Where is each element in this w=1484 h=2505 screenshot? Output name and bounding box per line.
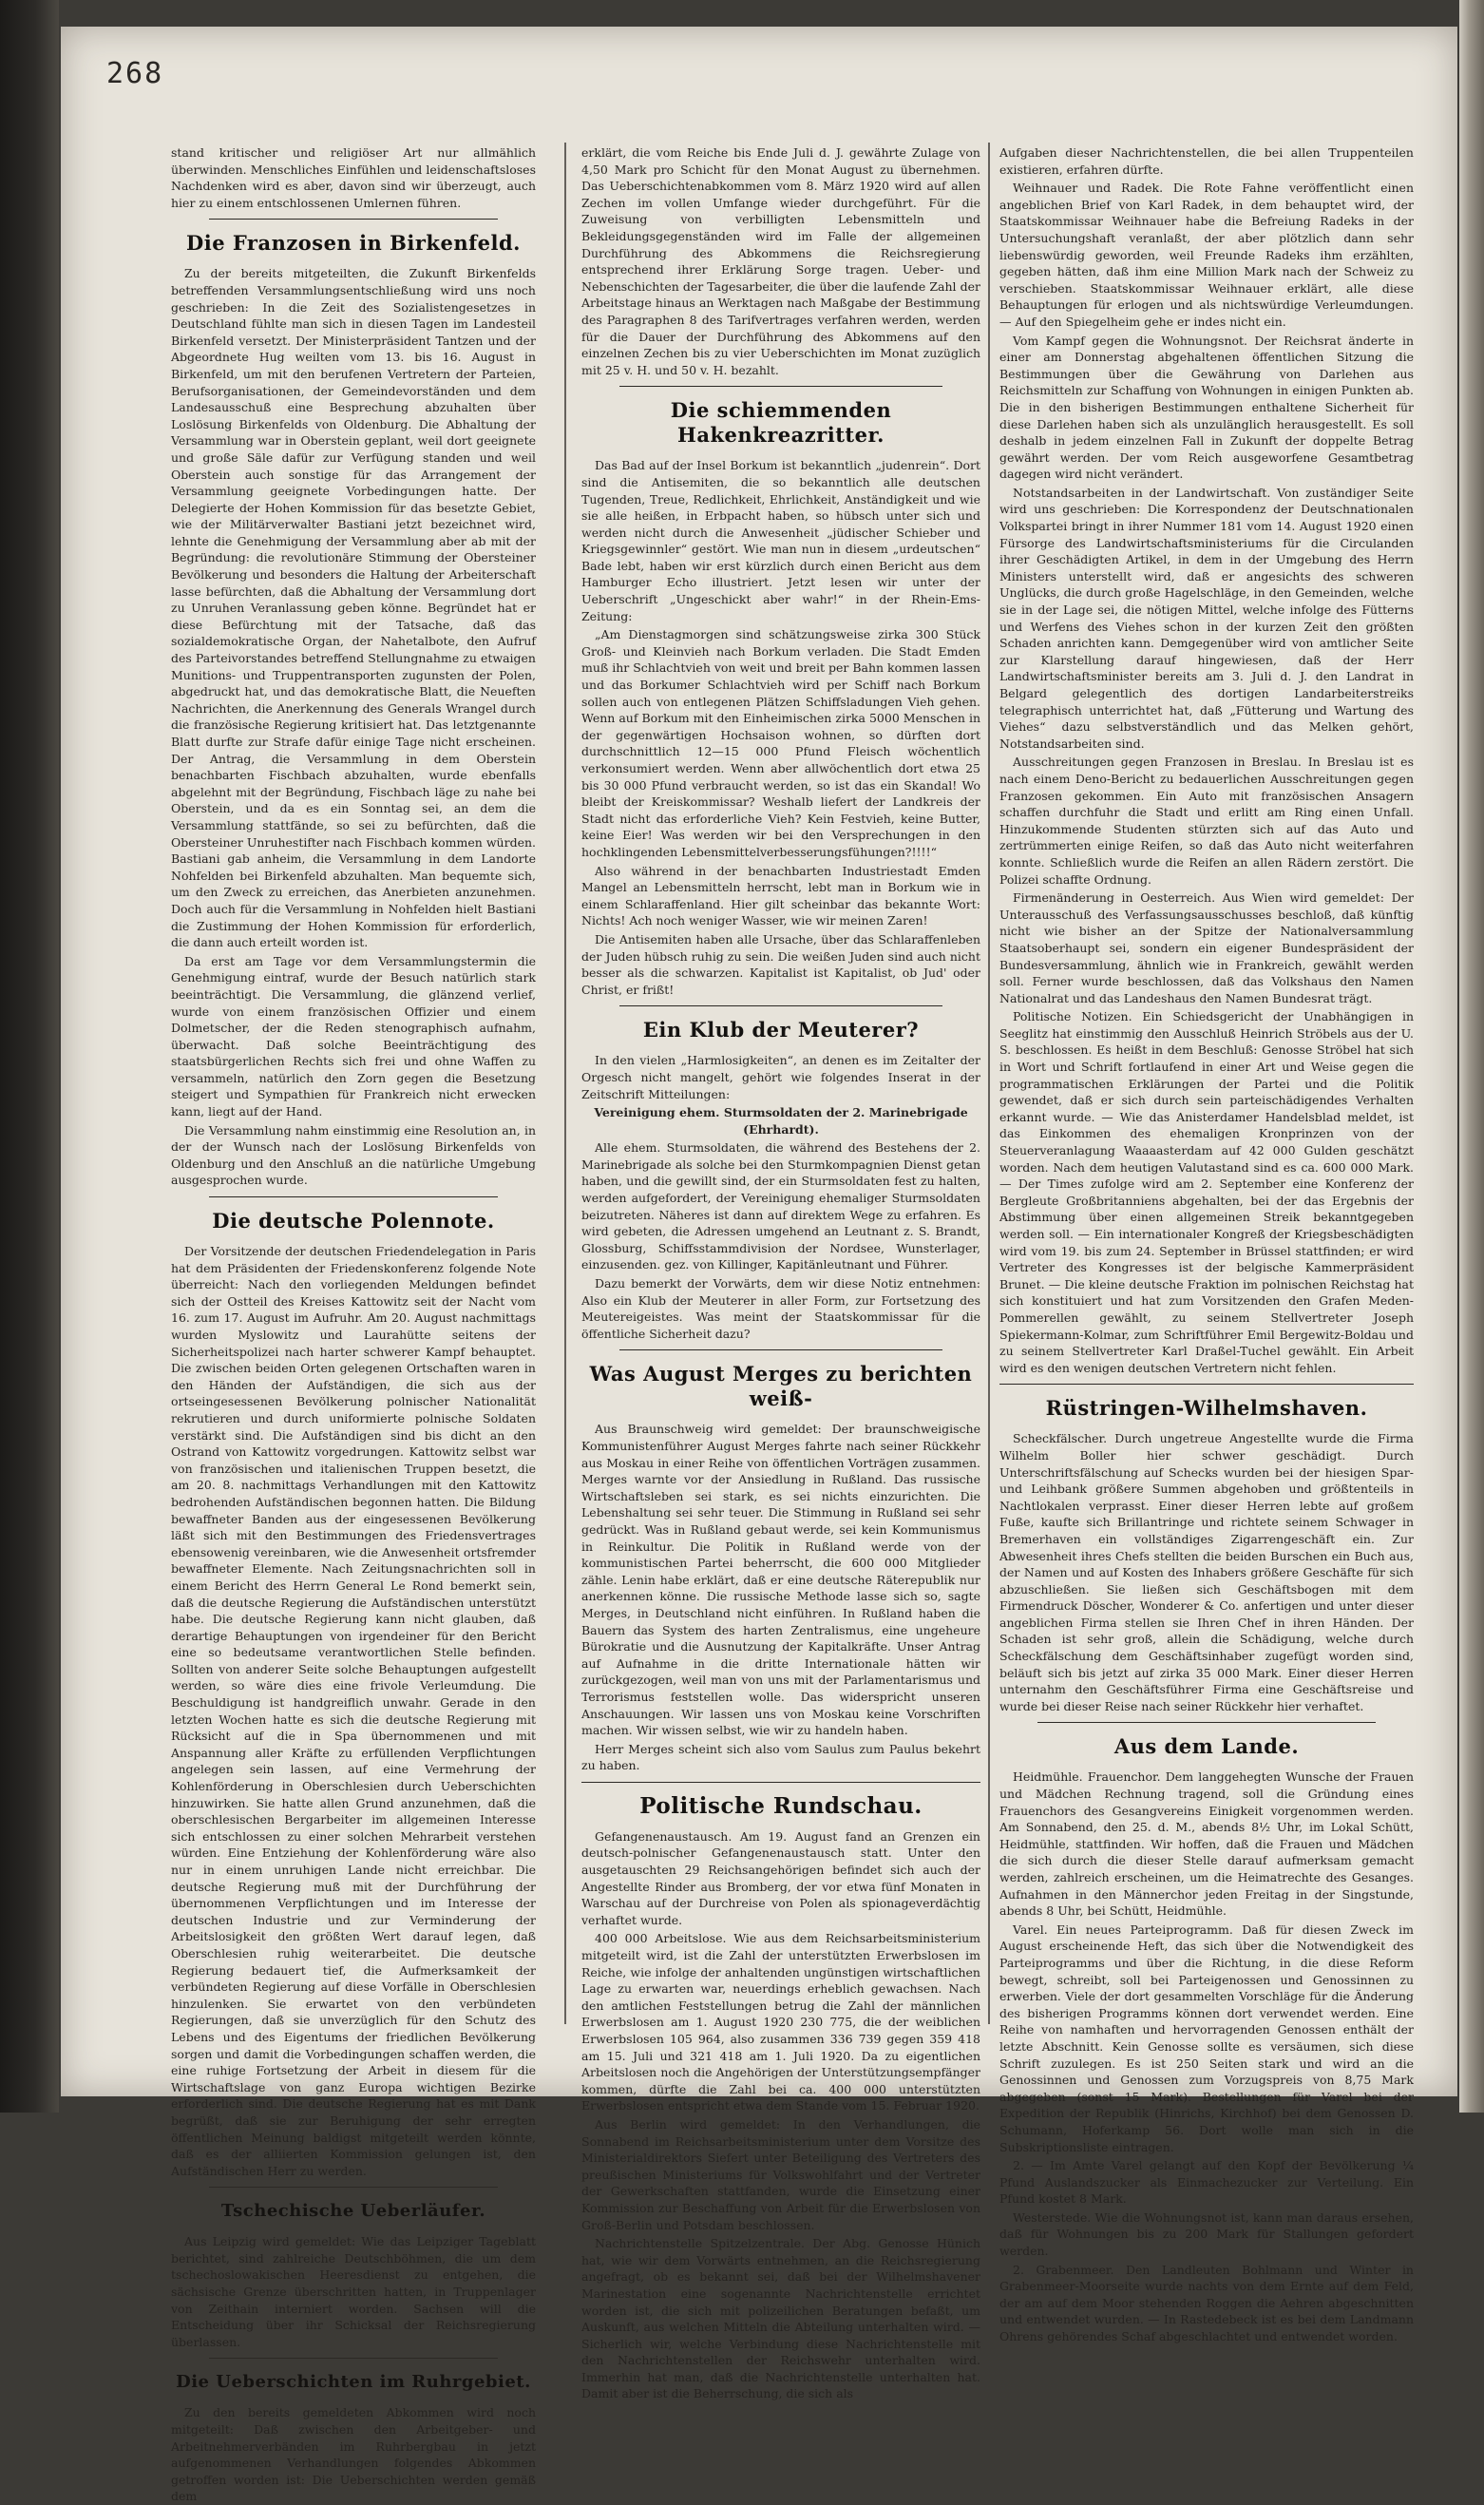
article-text: Zu den bereits gemeldeten Abkommen wird noch mitgeteilt: Daß zwischen den Arbeitgeber- und Arbeitnehmerverbänden im Ruhrbergbau in jetzt aufgenommenen Verhandlungen folgendes Abkommen getroffen worden ist: Die Ueberschichten werden gemäß dem — [171, 2405, 536, 2504]
divider — [209, 2358, 498, 2359]
article-text: Firmenänderung in Oesterreich. Aus Wien wird gemeldet: Der Unterausschuß des Verfassungsausschusses beschloß, daß künftig nicht wie bisher an der Spitze der Nationalversammlung Staatsoberhaupt sei, sondern ein eigener Bundespräsident der Bundesversammlung, ähnlich wie in Frankreich, gewählt werden soll. Ferner wurde beschlossen, daß das Volkshaus den Namen Nationalrat und das Landeshaus den Namen Bundesrat trägt. — [999, 890, 1414, 1005]
article-text: stand kritischer und religiöser Art nur allmählich überwinden. Menschliches Einfühlen und leidenschaftsloses Nachdenken wird es aber, davon sind wir überzeugt, auch hier zu einem entschlossenen Umlernen führen. — [171, 145, 536, 210]
divider — [209, 1196, 498, 1197]
article-text: 2. — Im Amte Varel gelangt auf den Kopf der Bevölkerung ¼ Pfund Auslandszucker als Einmachezucker zur Verteilung. Ein Pfund kostet 8 Mark. — [999, 2158, 1414, 2207]
article-text: erklärt, die vom Reiche bis Ende Juli d. J. gewährte Zulage von 4,50 Mark pro Schicht für den Monat August zu übernehmen. Das Ueberschichtenabkommen vom 8. März 1920 wird auf allen Zechen im vollen Umfange wieder durchgeführt. Für die Zuweisung von verbilligten Lebensmitteln und Bekleidungsgegenständen wird im Falle der allgemeinen Durchführung des Abkommens die Reichsregierung entsprechend ihrer Erklärung Sorge tragen. Ueber- und Nebenschichten der Tagesarbeiter, die über die laufende Zahl der Arbeitstage hinaus an Werktagen nach Maßgabe der Bestimmung des Paragraphen 8 des Tarifvertrages verfahren werden, werden für die Dauer der Durchführung des Abkommens auf den einzelnen Zechen bis zu vier Ueberschichten im Monat zuzüglich mit 25 v. H. und 50 v. H. bezahlt. — [581, 145, 980, 377]
article-text: Notstandsarbeiten in der Landwirtschaft. Von zuständiger Seite wird uns geschrieben: Die Korrespondenz der Deutschnationalen Volkspartei bringt in ihrer Nummer 181 vom 14. August 1920 einen Fürsorge des Landwirtschaftsministeriums für die Circulanden ihrer Geschädigten Artikel, in dem in der Umgebung des Herrn Ministers unterstellt wird, daß er angesichts des schweren Unglücks, die durch große Hagelschläge, in den Gemeinden, welche sie in der Lage sei, die nötigen Mittel, welche infolge des Fütterns und Werfens des Viehes schon in der kurzen Zeit den größten Schaden anrichten kann. Demgegenüber wird von amtlicher Seite zur Klarstellung darauf hingewiesen, daß der Herr Landwirtschaftsminister bereits am 3. Juli d. J. den Landrat in Belgard gelegentlich des dortigen Landarbeiterstreiks telegraphisch unterrichtet hat, daß „Fütterung und Wartung des Viehes“ dazu selbstverständlich und das Melken gehört, Notstandsarbeiten sind. — [999, 485, 1414, 751]
article-text: Aus Leipzig wird gemeldet: Wie das Leipziger Tageblatt berichtet, sind zahlreiche Deutschböhmen, die um dem tschechoslowakischen Heeresdienst zu entgehen, die sächsische Grenze überschritten hatten, in Truppenlager von Zeithain interniert worden. Sachsen will die Entscheidung über ihr Schicksal der Reichsregierung überlassen. — [171, 2234, 536, 2349]
article-text: Aus Braunschweig wird gemeldet: Der braunschweigische Kommunistenführer August Merges fahrte nach seiner Rückkehr aus Moskau in einer Reihe von öffentlichen Vorträgen zusammen. Merges warnte vor der Ansiedlung in Rußland. Das russische Wirtschaftsleben sei stark, es sei nichts einzurichten. Die Lebenshaltung sei sehr teuer. Die Stimmung in Rußland sei sehr gedrückt. Was in Rußland gebaut werde, sei kein Kommunismus in Reinkultur. Die Politik in Rußland werde von der kommunistischen Partei beherrscht, die 600 000 Mitglieder zähle. Lenin habe erklärt, daß er eine deutsche Räterepublik nur anerkennen könne. Die russische Methode lasse sich so, sagte Merges, in Deutschland nicht einführen. In Rußland haben die Bauern das System des harten Zentralismus, eine ungeheure Bürokratie und die Ausnutzung der Kapitalkräfte. Unser Antrag auf Aufnahme in die dritte Internationale hätten wir zurückgezogen, weil man von uns mit der Parlamentarismus und Terrorismus feststellen wolle. Das widerspricht unseren Anschauungen. Wir lassen uns von Moskau keine Vorschriften machen. Wir wissen selbst, wie wir zu handeln haben. — [581, 1422, 980, 1738]
article-text: Der Vorsitzende der deutschen Friedendelegation in Paris hat dem Präsidenten der Friedenskonferenz folgende Note überreicht: Nach den vorliegenden Meldungen befindet sich der Ostteil des Kreises Kattowitz seit der Nacht vom 16. zum 17. August im Aufruhr. Am 20. August nachmittags wurden Myslowitz und Laurahütte seitens der Sicherheitspolizei nach harter schwerer Kampf behauptet. Die zwischen beiden Orten gelegenen Ortschaften waren in den Händen der Aufständigen, die sich aus der ortseingesessenen Bevölkerung polnischer Nationalität rekrutieren und durch uniformierte polnische Soldaten verstärkt sind. Die Aufständigen sind bis dicht an den Ostrand von Kattowitz vorgedrungen. Kattowitz selbst war von französischen und italienischen Truppen besetzt, die am 20. 8. nachmittags Verhandlungen mit den Kattowitz bedrohenden Aufständischen begonnen hatten. Die Bildung bewaffneter Banden aus der eingesessenen Bevölkerung läßt sich mit den Bestimmungen des Friedensvertrages ebensowenig vereinbaren, wie die Anwesenheit ortsfremder bewaffneter Elemente. Nach Zeitungsnachrichten soll in einem Bericht des Herrn General Le Rond bemerkt sein, daß die deutsche Regierung die Aufständischen unterstützt habe. Die deutsche Regierung kann nicht glauben, daß derartige Behauptungen von irgendeiner für den Bericht eine so bedeutsame verantwortlichen Stelle befinden. Sollten von anderer Seite solche Behauptungen aufgestellt werden, so wäre dies eine frivole Verleumdung. Die Beschuldigung ist handgreiflich unwahr. Gerade in den letzten Wochen hatte es sich die deutsche Regierung mit Rücksicht auf die in Spa übernommenen und mit Anspannung aller Kräfte zu erfüllenden Verpflichtungen angelegen sein lassen, auf eine Vermehrung der Kohlenförderung in Oberschlesien durch Ueberschichten hinzuwirken. Sie hatte allen Grund anzunehmen, daß die oberschlesischen Bergarbeiter im allgemeinen Interesse sich entschlossen zu einer solchen Mehrarbeit verstehen würden. Eine Entziehung der Kohlenförderung wäre also nur in einem unruhigen Lande nicht erreichbar. Die deutsche Regierung muß mit der Durchführung der übernommenen Verpflichtungen und im Interesse der deutschen Industrie und zur Verminderung der Arbeitslosigkeit den größten Wert darauf legen, daß Oberschlesien ruhig weiterarbeitet. Die deutsche Regierung bedauert tief, die Aufmerksamkeit der verbündeten Regierung auf diese Vorfälle in Oberschlesien hinzulenken. Sie erwartet von den verbündeten Regierungen, daß sie unverzüglich für den Schutz des Lebens und des Eigentums der friedlichen Bevölkerung sorgen und damit die Vorbedingungen schaffen werden, die eine ruhige Fortsetzung der Arbeit in diesem für die Wirtschaftslage von ganz Europa wichtigen Bezirke erforderlich sind. Die deutsche Regierung hat es mit Dank begrüßt, daß sie zur Beruhigung der sehr erregten öffentlichen Meinung baldigst mitgeteilt werden könnte, daß es der alliierten Kommission gelungen ist, den Aufständischen Herr zu werden. — [171, 1244, 536, 2178]
headline-ueberlaeufer: Tschechische Ueberläufer. — [220, 2201, 486, 2222]
article-text: Westerstede. Wie die Wohnungsnot ist, kann man daraus ersehen, daß für Wohnungen bis zu 200 Mark für Stallungen gefordert werden. — [999, 2209, 1414, 2259]
article-text: Weihnauer und Radek. Die Rote Fahne veröffentlicht einen angeblichen Brief von Karl Radek, in dem behauptet wird, der Staatskommissar Weihnauer habe die Befreiung Radeks in der Untersuchungshaft veranlaßt, der aber plötzlich dann sehr liebenswürdig geworden, weil Freunde Radeks ihm erzählten, gegeben hätten, daß ihm eine Million Mark nach der Schweiz zu verschieben. Staatskommissar Weihnauer erklärt, alle diese Behauptungen für erlogen und als nichtswürdige Verleumdungen. — Auf den Spiegelheim gehe er indes nicht ein. — [999, 181, 1414, 329]
headline-aus-dem-lande: Aus dem Lande. — [1113, 1734, 1300, 1759]
article-text: Vom Kampf gegen die Wohnungsnot. Der Reichsrat änderte in einer am Donnerstag abgehaltenen öffentlichen Sitzung die Bestimmungen über die Gewährung von Darlehen aus Reichsmitteln zur Schaffung von Wohnungen in einigen Punkten ab. Die in den bisherigen Bestimmungen enthaltene Sicherheit für diese Darlehen haben sich als unzulänglich herausgestellt. Es soll deshalb in jedem einzelnen Fall in Zukunft der doppelte Betrag gewährt werden. Der vom Reich ausgeworfene Gesamtbetrag dagegen wird nicht verändert. — [999, 333, 1414, 482]
article-text: In den vielen „Harmlosigkeiten“, an denen es im Zeitalter der Orgesch nicht mangelt, gehört wie folgendes Inserat in der Zeitschrift Mitteilungen: — [581, 1053, 980, 1101]
page-number: 268 — [106, 57, 164, 90]
article-text: Das Bad auf der Insel Borkum ist bekanntlich „judenrein“. Dort sind die Antisemiten, die so bekanntlich alle deutschen Tugenden, Treue, Redlichkeit, Ehrlichkeit, Anständigkeit und wie sie alle heißen, in Erbpacht haben, so hübsch unter sich und werden nicht durch die Anwesenheit „jüdischer Schieber und Kriegsgewinnler“ gestört. Wie man nun in diesem „urdeutschen“ Bade lebt, haben wir erst kürzlich durch einen Bericht aus dem Hamburger Echo illustriert. Jetzt lesen wir unter der Ueberschrift „Ungeschickt aber wahr!“ in der Rhein-Ems-Zeitung: — [581, 458, 980, 623]
article-text: „Am Dienstagmorgen sind schätzungsweise zirka 300 Stück Groß- und Kleinvieh nach Borkum verladen. Die Stadt Emden muß ihr Schlachtvieh von weit und breit per Bahn kommen lassen und das Borkumer Schlachtvieh wird per Schiff nach Borkum sollen auch von entlegenen Plätzen Schiffsladungen Vieh gehen. Wenn auf Borkum mit den Einheimischen zirka 5000 Menschen in der gegenwärtigen Hochsaison wohnen, so dürften dort durchschnittlich 12—15 000 Pfund Fleisch wöchentlich verkonsumiert werden. Wenn aber allwöchentlich dort etwa 25 bis 30 000 Pfund verbraucht werden, so ist das ein Skandal! Wo bleibt der Kreiskommissar? Weshalb liefert der Landkreis der Stadt nicht das erforderliche Vieh? Kein Festvieh, keine Butter, keine Eier! Was werden wir bei den Versprechungen in den hochklingenden Lebensmittelverbesserungsfühungen?!!!!“ — [581, 627, 981, 859]
article-text: Heidmühle. Frauenchor. Dem langgehegten Wunsche der Frauen und Mädchen Rechnung tragend, soll die Gründung eines Frauenchors des Gesangvereins Einigkeit vorgenommen werden. Am Sonnabend, den 25. d. M., abends 8½ Uhr, im Lokal Schütt, Heidmühle, stattfinden. Wir hoffen, daß die Frauen und Mädchen die sich durch die dieser Stelle darauf aufmerksam gemacht werden, zahlreich erscheinen, um die Heimatrechte des Gesanges. Aufnahmen in den Männerchor jeden Freitag in der Singstunde, abends 8 Uhr, bei Schütt, Heidmühle. — [999, 1769, 1414, 1919]
article-text: 400 000 Arbeitslose. Wie aus dem Reichsarbeitsministerium mitgeteilt wird, ist die Zahl der unterstützten Erwerbslosen im Reiche, wie infolge der anhaltenden ungünstigen wirtschaftlichen Lage zu erwarten war, neuerdings erheblich gewachsen. Nach den amtlichen Feststellungen betrug die Zahl der männlichen Erwerbslosen am 1. August 1920 230 775, die der weiblichen Erwerbslosen 105 964, also zusammen 336 739 gegen 359 418 am 15. Juli und 321 418 am 1. Juli 1920. Da zu eigentlichen Arbeitslosen noch die Angehörigen der Unterstützungsempfänger kommen, dürfte die Zahl bei ca. 400 000 unterstützten Erwerbslosen entspricht etwa dem Stande vom 15. Februar 1920. — [581, 1931, 980, 2113]
headline-ueberschichten: Die Ueberschichten im Ruhrgebiet. — [176, 2372, 531, 2393]
article-text: Varel. Ein neues Parteiprogramm. Daß für diesen Zweck im August erscheinende Heft, das sich über die Notwendigkeit des Parteiprogramms und über die Richtung, in die diese Reform bewegt, schreibt, soll bei Parteigenossen und Genossinnen zu erwerben. Viele der dort gesammelten Vorschläge für die Änderung des bisherigen Programms können dort verwendet werden. Eine Reihe von namhaften und hervorragenden Genossen enthält der letzte Abschnitt. Kein Genosse sollte es versäumen, sich diese Schrift zuzulegen. Es ist 250 Seiten stark und wird an die Genossinnen und Genossen zum Vorzugspreis von 8,75 Mark abgegeben (sonst 15 Mark). Bestellungen für Varel bei der Expedition der Republik (Hinrichs, Kirchhof) bei dem Genossen D. Schumann, Hoferkamp 56. Dort wolle man sich in die Subskriptionsliste eintragen. — [999, 1922, 1414, 2154]
headline-ruestringen: Rüstringen-Wilhelmshaven. — [1045, 1396, 1368, 1421]
divider — [619, 386, 942, 387]
article-text: Da erst am Tage vor dem Versammlungstermin die Genehmigung eintraf, wurde der Besuch natürlich stark beeinträchtigt. Die Versammlung, die glänzend verlief, wurde von einem französischen Offizier und einem Dolmetscher, der die Reden stenographisch aufnahm, überwacht. Daß solche Beeinträchtigung des staatsbürgerlichen Rechts sich frei und ohne Waffen zu versammeln, natürlich den Zorn gegen die Besetzung steigert und Sympathien für Frankreich nicht erwecken kann, liegt auf der Hand. — [171, 953, 536, 1119]
article-text: Herr Merges scheint sich also vom Saulus zum Paulus bekehrt zu haben. — [581, 1741, 980, 1773]
column-1 — [171, 144, 536, 2504]
article-text: Zu der bereits mitgeteilten, die Zukunft Birkenfelds betreffenden Versammlungsentschließung wird uns noch geschrieben: In die Zeit des Sozialistengesetzes in Deutschland fühlte man sich in diesen Tagen im Landesteil Birkenfeld versetzt. Der Ministerpräsident Tantzen und der Abgeordnete Hug weilten vom 13. bis 16. August in Birkenfeld, um mit den berufenen Vertretern der Parteien, Berufsorganisationen, der Gemeindevorständen und dem Landesausschuß eine Besprechung abzuhalten über Loslösung Birkenfelds von Oldenburg. Die Abhaltung der Versammlung war in Oberstein geplant, weil dort geeignete und große Säle dafür zur Verfügung standen und weil Oberstein auch sonstige für das Arrangement der Versammlung geeignete Vorbedingungen hatte. Der Delegierte der Hohen Kommission für das besetzte Gebiet, wie der Militärverwalter Bastiani jetzt bezeichnet wird, lehnte die Genehmigung der Versammlung aber ab mit der Begründung: die revolutionäre Stimmung der Obersteiner Bevölkerung und besonders die Haltung der Arbeiterschaft lasse befürchten, daß die Abhaltung der Versammlung dort zu Unruhen Veranlassung geben könne. Begründet hat er diese Befürchtung mit der Tatsache, daß das sozialdemokratische Organ, der Nahetalbote, den Aufruf des Parteivorstandes betreffend Stellungnahme zu etwaigen Munitions- und Truppentransporten zugunsten der Polen, abgedruckt hat, und das demokratische Blatt, die Neueften Nachrichten, die Anerkennung des Generals Wrangel durch die französische Regierung kritisiert hat. Das letztgenannte Blatt durfte zur Strafe dafür einige Tage nicht erscheinen. Der Antrag, die Versammlung in dem Oberstein benachbarten Fischbach abzuhalten, wurde ebenfalls abgelehnt mit der Begründung, Fischbach läge zu nahe bei Oberstein, und da es ein Sonntag sei, an dem die Versammlung stattfände, so sei zu befürchten, daß die Obersteiner Unruhestifter nach Fischbach kommen würden. Bastiani gab anheim, die Versammlung in dem Landorte Nohfelden bei Birkenfeld abzuhalten. Man bequemte sich, um den Zweck zu erreichen, das Anerbieten anzunehmen. Doch auch für die Versammlung in Nohfelden hielt Bastiani die Zustimmung der Hohen Kommission für erforderlich, die dann auch erteilt worden ist. — [171, 266, 536, 950]
column-2 — [581, 144, 981, 2401]
article-text: Vereinigung ehem. Sturmsoldaten der 2. Marinebrigade (Ehrhardt). — [594, 1105, 968, 1137]
headline-hakenkreuzritter: Die schiemmenden Hakenkreazritter. — [670, 398, 892, 448]
article-text: Die Antisemiten haben alle Ursache, über das Schlaraffenleben der Juden hübsch ruhig zu sein. Die weißen Juden sind auch nicht besser als die schwarzen. Kapitalist ist Kapitalist, ob Jud' oder Christ, er frißt! — [581, 931, 980, 997]
headline-birkenfeld: Die Franzosen in Birkenfeld. — [186, 231, 521, 256]
article-text: Dazu bemerkt der Vorwärts, dem wir diese Notiz entnehmen: Also ein Klub der Meuterer in aller Form, zur Fortsetzung des Meutereigeistes. Was meint der Staatskommissar für die öffentliche Sicherheit dazu? — [581, 1276, 980, 1341]
divider — [1037, 1722, 1376, 1723]
article-text: Die Versammlung nahm einstimmig eine Resolution an, in der der Wunsch nach der Loslösung Birkenfelds von Oldenburg und den Anschluß an die natürliche Umgebung ausgesprochen wurde. — [171, 1122, 536, 1188]
divider — [581, 1782, 980, 1783]
article-text: 2. Grabenmeer. Den Landleuten Bohlmann und Winter in Grabenmeer-Moorseite wurde nachts von dem Ernte auf dem Feld, der am auf dem Moor stehenden Roggen die Aehren abgeschnitten und entwendet wurden. — In Rastedebeck ist es bei dem Landmann Ohrens gehörendes Schaf abgeschlachtet und entwendet worden. — [999, 2262, 1414, 2344]
divider — [619, 1349, 942, 1350]
divider — [619, 1005, 942, 1006]
article-text: Nachrichtenstelle Spitzelzentrale. Der Abg. Genosse Hünich hat, wie wir dem Vorwärts entnehmen, an die Reichsregierung angefragt, ob es bekannt sei, daß bei der Wilhelmshavener Marinestation eine sogenannte Nachrichtenstelle errichtet worden ist, die sich mit polizeilichen Beratungen befaßt, um Auskunft, aus welchen Mitteln die Abteilung unterhalten wird. — Sicherlich wir, welche Verbindung diese Nachrichtenstelle mit den Nachrichtenstellen der Reichswehr unterhalten wird. Immerhin hat man, daß die Nachrichtenstelle unterhalten hat. Damit aber ist die Beherrschung, die sich als — [581, 2236, 980, 2401]
article-text: Politische Notizen. Ein Schiedsgericht der Unabhängigen in Seeglitz hat einstimmig den Ausschluß Heinrich Ströbels aus der U. S. beschlossen. Es heißt in dem Beschluß: Genosse Ströbel hat sich in Wort und Schrift fortlaufend in einer Art und Weise gegen die programmatischen Erklärungen der Partei und die Politik gewendet, daß er sich durch sein parteischädigendes Verhalten erkannt wurde. — Wie das Anisterdamer Handelsblad meldet, ist das Einkommen des ehemaligen Kronprinzen von der Steuerveranlagung Waaaasterdam auf 42 000 Gulden geschätzt worden. Nach dem heutigen Valutastand sind es ca. 600 000 Mark. — Der Times zufolge wird am 2. September eine Konferenz der Bergleute Großbritanniens abgehalten, bei der das Ergebnis der Abstimmung über einen allgemeinen Streik bekanntgegeben werden soll. — Ein internationaler Kongreß der Kriegsbeschädigten wird vom 19. bis zum 24. September in Brüssel stattfinden; er wird Vertreter des Kongresses ist der belgische Kammerpräsident Brunet. — Die kleine deutsche Fraktion im polnischen Reichstag hat sich konstituiert und hat zum Vorsitzenden den Grafen Meden-Pommerellen gewählt, zu seinem Stellvertreter Joseph Spiekermann-Kolmar, zum Schriftführer Emil Bergewitz-Boldau und zu seinem Stellvertreter Karl Draßel-Tuchel gewählt. Ein Arbeit wird es den wenigen deutschen Vertretern nicht fehlen. — [999, 1009, 1414, 1375]
scan-right-edge — [1459, 0, 1484, 2113]
article-text: Alle ehem. Sturmsoldaten, die während des Bestehens der 2. Marinebrigade als solche bei den Sturmkompagnien Dienst getan haben, und die gewillt sind, der ein Sturmsoldaten fest zu halten, werden aufgefordert, der Vereinigung ehemaliger Sturmsoldaten beizutreten. Näheres ist dann auf direktem Wege zu erfahren. Es wird gebeten, die Adressen umgehend an Leutnant z. S. Brandt, Glossburg, Schiffsstammdivision der Nordsee, Wunsterlager, einzusenden. gez. von Killinger, Kapitänleutnant und Führer. — [581, 1140, 980, 1272]
divider — [209, 2187, 498, 2188]
headline-klub-meuterer: Ein Klub der Meuterer? — [642, 1018, 920, 1042]
divider — [999, 1384, 1414, 1385]
article-text: Aus Berlin wird gemeldet: In den Verhandlungen, die Sonnabend im Reichsarbeitsministerium unter dem Vorsitze des Ministerialdirektors Siefert unter Beteiligung des Vertreters des preußischen Ministeriums für Volkswohlfahrt und der Vertreter der Gewerkschaften stattfanden, wurde die Einsetzung einer Kommission zur Beschaffung von Arbeit für die Erwerbslosen von Groß-Berlin und Potsdam beschlossen. — [581, 2116, 980, 2232]
headline-merges: Was August Merges zu berichten weiß- — [589, 1362, 973, 1411]
headline-rundschau: Politische Rundschau. — [639, 1792, 923, 1819]
article-text: Scheckfälscher. Durch ungetreue Angestellte wurde die Firma Wilhelm Boller hier schwer geschädigt. Durch Unterschriftsfälschung auf Schecks wurden bei der hiesigen Spar- und Leihbank größere Summen abgehoben und größtenteils in Nachtlokalen verprasst. Einer dieser Herren lebte auf großem Fuße, kaufte sich Brillantringe und richtete seinem Schwager in Bremerhaven ein vollständiges Zigarrengeschäft ein. Zur Abwesenheit ihres Chefs stellten die beiden Burschen ein Buch aus, der Namen und auf Kosten des Inhabers größere Geschäfte für sich abzuschließen. Sie ließen sich Geschäftsbogen mit dem Firmendruck Döscher, Wonderer & Co. anfertigen und unter dieser angeblichen Firma stellen sie Ihren Chef in ihren Händen. Der Schaden ist sehr groß, allein die Schädigung, welche durch Scheckfälschung dem Geschäftsinhaber zugefügt worden sind, beläuft sich bis jetzt auf zirka 35 000 Mark. Einer dieser Herren unternahm den Geschäftsführer Firma eine Geschäftsreise und wurde bei dieser Reise nach seiner Rückkehr hier verhaftet. — [999, 1431, 1414, 1713]
scan-book-edge — [0, 0, 59, 2113]
column-rule-2 — [988, 143, 990, 2024]
article-text: Gefangenenaustausch. Am 19. August fand an Grenzen ein deutsch-polnischer Gefangenenaustausch statt. Unter den ausgetauschten 29 Reichsangehörigen befindet sich auch der Angestellte Rinder aus Bromberg, der vor etwa fünf Monaten in Warschau auf der Durchreise von Polen als spionageverdächtig verhaftet wurde. — [581, 1828, 980, 1927]
article-text: Aufgaben dieser Nachrichtenstellen, die bei allen Truppenteilen existieren, erfahren dürfte. — [999, 145, 1414, 177]
article-text: Ausschreitungen gegen Franzosen in Breslau. In Breslau ist es nach einem Deno-Bericht zu bedauerlichen Ausschreitungen gegen Franzosen gekommen. Ein Auto mit französischen Ansagern schaffen durchfuhr die Stadt und erlitt am Ring einen Unfall. Hinzukommende Studenten stürzten sich auf das Auto und zertrümmerten einige Reifen, so daß das Auto nicht weiterfahren konnte. Schließlich wurde die Reifen an allen Rädern zerstört. Die Polizei schaffte Ordnung. — [999, 755, 1414, 887]
article-text: Also während in der benachbarten Industriestadt Emden Mangel an Lebensmitteln herrscht, lebt man in Borkum wie in einem Schlaraffenland. Hier gilt scheinbar das bekannte Wort: Nichts! Ach noch weniger Wasser, wie wir meinen Zaren! — [581, 863, 980, 928]
divider — [209, 219, 498, 220]
column-3 — [999, 144, 1414, 2344]
column-rule-1 — [564, 143, 566, 2024]
headline-polennote: Die deutsche Polennote. — [212, 1209, 495, 1233]
